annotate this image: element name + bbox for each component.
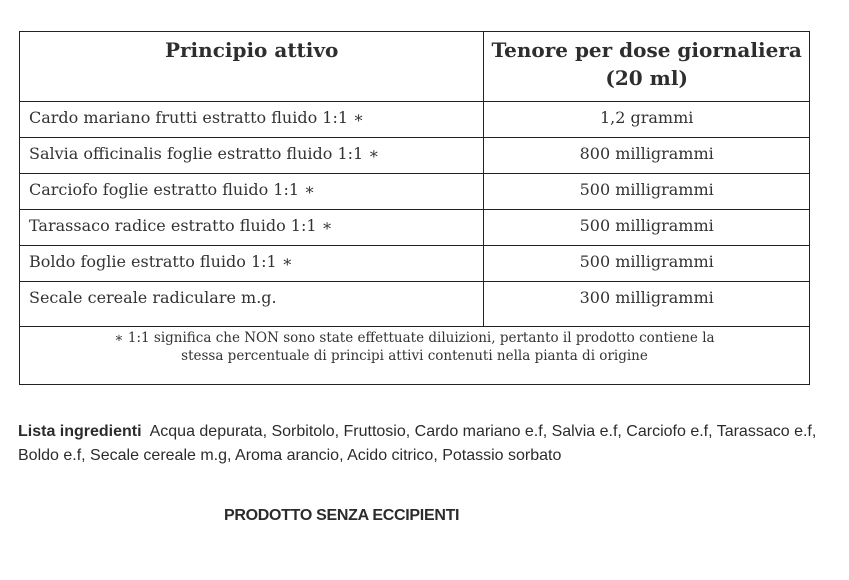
active-ingredients-table	[19, 31, 810, 385]
no-excipients-notice: PRODOTTO SENZA ECCIPIENTI	[224, 507, 460, 524]
table-row	[20, 174, 810, 210]
row-ingredient-name: Tarassaco radice estratto fluido 1:1 ∗	[20, 210, 484, 246]
footnote-line-1: ∗ 1:1 significa che NON sono state effettuate diluizioni, pertanto il prodotto contiene la	[114, 330, 715, 346]
footnote-line-2: stessa percentuale di principi attivi contenuti nella pianta di origine	[181, 348, 648, 364]
row-ingredient-name: Cardo mariano frutti estratto fluido 1:1 ∗	[20, 102, 484, 138]
ingredients-text: Acqua depurata, Sorbitolo, Fruttosio, Cardo mariano e.f, Salvia e.f, Carciofo e.f, Tarassaco e.f, Boldo e.f, Secale cereale m.g, Aroma arancio, Acido citrico, Potassio sorbato	[18, 423, 817, 464]
row-ingredient-name: Secale cereale radiculare m.g.	[20, 282, 484, 327]
table-header-row	[20, 32, 810, 102]
table-row	[20, 138, 810, 174]
row-ingredient-amount: 500 milligrammi	[484, 246, 810, 282]
ingredients-label: Lista ingredienti	[18, 423, 142, 440]
header-ingredient: Principio attivo	[20, 32, 484, 102]
row-ingredient-amount: 800 milligrammi	[484, 138, 810, 174]
row-ingredient-amount: 300 milligrammi	[484, 282, 810, 327]
table-row	[20, 282, 810, 327]
row-ingredient-amount: 500 milligrammi	[484, 210, 810, 246]
table-row	[20, 246, 810, 282]
table-note-row	[20, 327, 810, 385]
row-ingredient-name: Carciofo foglie estratto fluido 1:1 ∗	[20, 174, 484, 210]
row-ingredient-amount: 500 milligrammi	[484, 174, 810, 210]
table-footnote	[20, 327, 810, 385]
active-ingredients-table-container	[19, 31, 810, 385]
row-ingredient-name: Boldo foglie estratto fluido 1:1 ∗	[20, 246, 484, 282]
table-row	[20, 210, 810, 246]
ingredients-list	[18, 420, 843, 468]
row-ingredient-name: Salvia officinalis foglie estratto fluido 1:1 ∗	[20, 138, 484, 174]
header-daily-dose	[484, 32, 810, 102]
header-daily-dose-line2: (20 ml)	[605, 66, 688, 90]
table-row	[20, 102, 810, 138]
header-daily-dose-line1: Tenore per dose giornaliera	[491, 38, 802, 62]
row-ingredient-amount: 1,2 grammi	[484, 102, 810, 138]
